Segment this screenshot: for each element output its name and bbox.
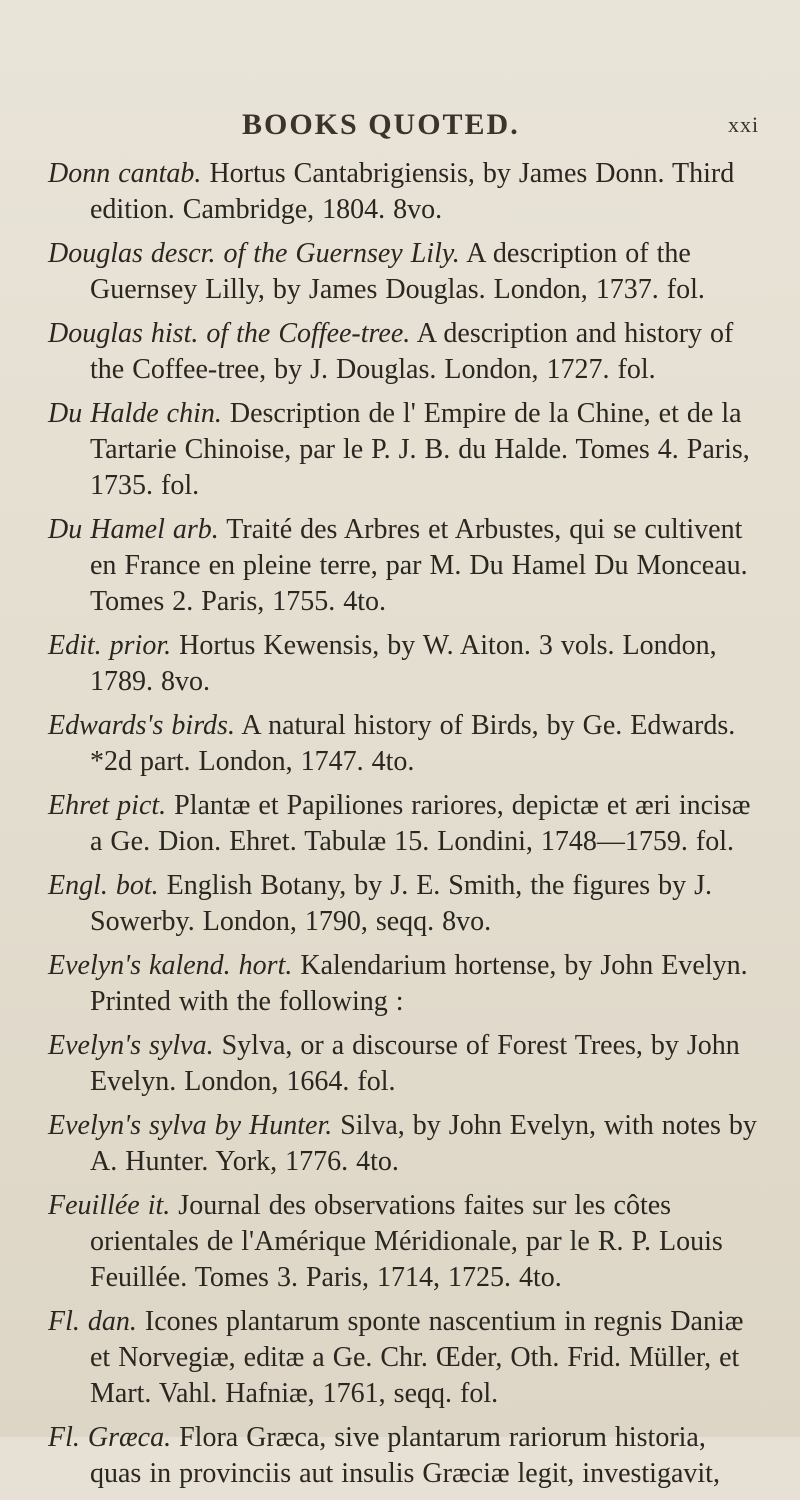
entry-abbreviation: Evelyn's sylva by Hunter.: [48, 1110, 333, 1141]
entry-description: Sylva, or a discourse of Forest Trees, by John Evelyn. London, 1664. fol.: [90, 1030, 740, 1097]
bibliography-entry: [48, 1188, 760, 1296]
entry-abbreviation: Douglas descr. of the Guernsey Lily.: [48, 238, 460, 269]
bibliography-entry: [48, 948, 760, 1020]
bibliography-entry: [48, 1304, 760, 1412]
entry-abbreviation: Evelyn's sylva.: [48, 1030, 214, 1061]
entry-description: English Botany, by J. E. Smith, the figures by J. Sowerby. London, 1790, seqq. 8vo.: [90, 870, 713, 937]
bibliography-entry: [48, 156, 760, 228]
entry-description: Plantæ et Papiliones rariores, depictæ et æri incisæ a Ge. Dion. Ehret. Tabulæ 15. Londini, 1748—1759. fol.: [90, 790, 751, 857]
entry-description: Silva, by John Evelyn, with notes by A. Hunter. York, 1776. 4to.: [90, 1110, 757, 1177]
page-header: [0, 108, 800, 144]
bibliography-entry: [48, 236, 760, 308]
running-head: BOOKS QUOTED.: [242, 108, 520, 141]
bibliography-entry: [48, 396, 760, 504]
entry-description: A natural history of Birds, by Ge. Edwards. *2d part. London, 1747. 4to.: [90, 710, 736, 777]
bibliography-entry: [48, 628, 760, 700]
entry-description: A description and history of the Coffee-tree, by J. Douglas. London, 1727. fol.: [90, 318, 734, 385]
entry-description: Traité des Arbres et Arbustes, qui se cultivent en France en pleine terre, par M. Du Hamel Du Monceau. Tomes 2. Paris, 1755. 4to.: [90, 514, 748, 617]
entry-description: Hortus Kewensis, by W. Aiton. 3 vols. London, 1789. 8vo.: [90, 630, 717, 697]
entry-abbreviation: Fl. dan.: [48, 1306, 137, 1337]
bibliography-entry: [48, 868, 760, 940]
entry-abbreviation: Engl. bot.: [48, 870, 159, 901]
bibliography-entry: [48, 708, 760, 780]
entry-description: A description of the Guernsey Lilly, by James Douglas. London, 1737. fol.: [90, 238, 705, 305]
entry-description: Kalendarium hortense, by John Evelyn. Printed with the following :: [90, 950, 748, 1017]
bibliography-entry: [48, 316, 760, 388]
entry-description: Icones plantarum sponte nascentium in regnis Daniæ et Norvegiæ, editæ a Ge. Chr. Œder, Oth. Frid. Müller, et Mart. Vahl. Hafniæ, 1761, seqq. fol.: [90, 1306, 744, 1409]
bibliography-entry: [48, 788, 760, 860]
entry-description: Description de l' Empire de la Chine, et de la Tartarie Chinoise, par le P. J. B. du Halde. Tomes 4. Paris, 1735. fol.: [90, 398, 750, 501]
entry-abbreviation: Edwards's birds.: [48, 710, 235, 741]
bibliography-entry: [48, 512, 760, 620]
bibliography-list: [48, 156, 760, 1500]
bibliography-entry: [48, 1108, 760, 1180]
page-number: xxi: [728, 112, 760, 137]
entry-description: Journal des observations faites sur les côtes orientales de l'Amérique Méridionale, par le R. P. Louis Feuillée. Tomes 3. Paris, 1714, 1725. 4to.: [90, 1190, 723, 1293]
entry-description: Hortus Cantabrigiensis, by James Donn. Third edition. Cambridge, 1804. 8vo.: [90, 158, 735, 225]
entry-abbreviation: Douglas hist. of the Coffee-tree.: [48, 318, 411, 349]
entry-abbreviation: Edit. prior.: [48, 630, 172, 661]
entry-abbreviation: Donn cantab.: [48, 158, 202, 189]
bibliography-entry: [48, 1420, 760, 1492]
entry-abbreviation: Fl. Græca.: [48, 1422, 172, 1453]
entry-abbreviation: Ehret pict.: [48, 790, 167, 821]
entry-abbreviation: Du Halde chin.: [48, 398, 222, 429]
bibliography-entry: [48, 1028, 760, 1100]
entry-abbreviation: Feuillée it.: [48, 1190, 171, 1221]
entry-description: Flora Græca, sive plantarum rariorum historia, quas in provinciis aut insulis Græciæ legit, investigavit,: [90, 1422, 720, 1489]
entry-abbreviation: Evelyn's kalend. hort.: [48, 950, 293, 981]
entry-abbreviation: Du Hamel arb.: [48, 514, 219, 545]
